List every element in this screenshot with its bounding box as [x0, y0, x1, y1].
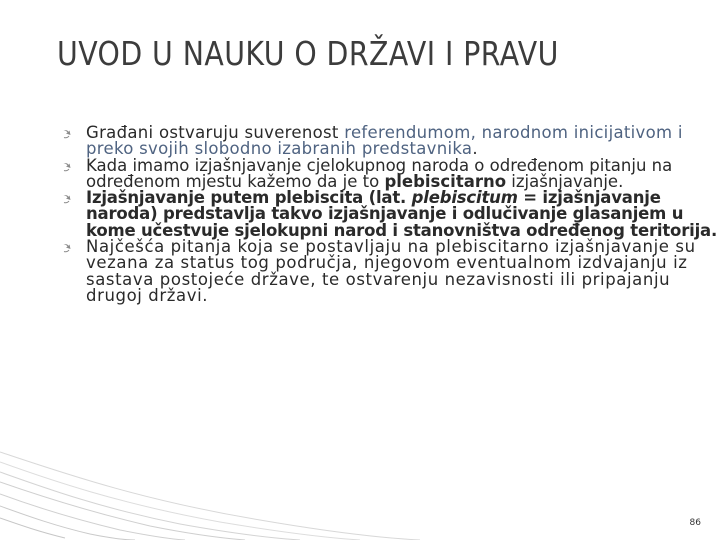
bullet-item [62, 190, 720, 239]
bullet-text: . [472, 139, 478, 159]
bullet-text: = izjašnjavanje naroda) predstavlja takvo izjašnjavanje i odlučivanje glasanjem u kome učestvuje sjelokupni narod i stanovništva određenog teritorija. [86, 188, 718, 240]
italic-term: plebiscitum [411, 188, 518, 208]
bullet-text: Kada imamo izjašnjavanje cjelokupnog naroda o određenom pitanju na određenom mjestu kažemo da je to [86, 155, 673, 191]
curved-arrow-bullet-icon [62, 162, 72, 172]
bullet-text: izjašnjavanje. [506, 171, 624, 191]
bullet-text: Građani ostvaruju suverenost [86, 123, 345, 142]
bullet-item [62, 239, 720, 304]
curved-arrow-bullet-icon [62, 243, 72, 253]
curved-arrow-bullet-icon [62, 129, 72, 139]
bullet-text: Izjašnjavanje putem plebiscita (lat. [86, 188, 412, 208]
bullet-list [62, 125, 720, 304]
accent-text: referendumom, narodnom inicijativom [344, 123, 673, 142]
bold-term: plebiscitarno [384, 171, 507, 191]
bullet-item [62, 125, 720, 158]
slide-title: UVOD U NAUKU O DRŽAVI I PRAVU [57, 34, 559, 73]
bullet-item [62, 155, 720, 191]
accent-text: i preko svojih slobodno izabranih predstavnika [86, 123, 683, 159]
curved-arrow-bullet-icon [62, 194, 72, 204]
page-number: 86 [689, 518, 701, 528]
bullet-text: Najčešća pitanja koja se postavljaju na plebiscitarno izjašnjavanje su vezana za status tog područja, njegovom eventualnom izdvajanju iz sastava postojeće države, te ostvarenju nezavisnosti ili pripajanju drugoj državi. [86, 237, 696, 305]
